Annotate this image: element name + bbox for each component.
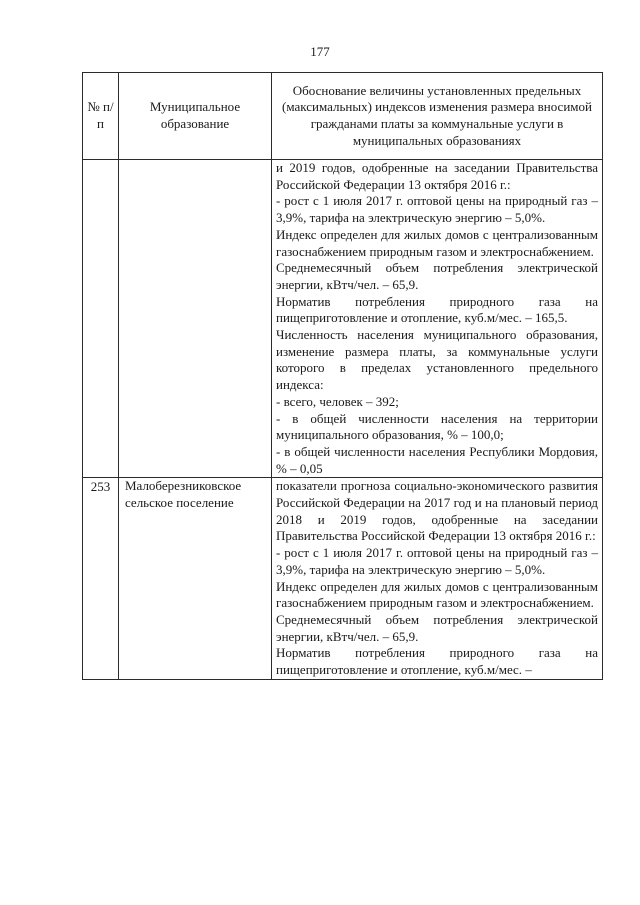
justification-paragraph: Индекс определен для жилых домов с централизованным газоснабжением природным газом и электроснабжением. [276,226,598,259]
table-row [83,478,603,679]
justification-paragraph: - в общей численности населения Республики Мордовия, % – 0,05 [276,443,598,476]
row-justification [272,160,603,478]
page-number: 177 [310,44,330,59]
justification-paragraph: Среднемесячный объем потребления электрической энергии, кВтч/чел. – 65,9. [276,260,598,292]
table-header-row [83,73,603,160]
row-municipality [119,160,272,478]
row-number [83,160,119,478]
row-justification [272,478,603,679]
justification-table [82,72,603,680]
justification-paragraph: - всего, человек – 392; [276,393,399,409]
row-municipality: Малоберезниковское сельское поселение [119,478,272,679]
header-municipality: Муниципальное образование [119,73,272,160]
justification-paragraph: Численность населения муниципального образования, изменение размера платы, за коммунальные услуги которого в пределах установленного предельного индекса: [276,327,598,393]
justification-paragraph: - рост с 1 июля 2017 г. оптовой цены на природный газ – 3,9%, тарифа на электрическую энергию – 5,0%. [276,545,598,577]
table-row [83,160,603,478]
justification-paragraph: и 2019 годов, одобренные на заседании Правительства Российской Федерации 13 октября 2016 г.: [276,160,598,192]
header-justification: Обоснование величины установленных предельных (максимальных) индексов изменения размера вносимой гражданами платы за коммунальные услуги в муниципальных образованиях [272,73,603,160]
justification-paragraph: Норматив потребления природного газа на пищеприготовление и отопление, куб.м/мес. – 165,5. [276,293,598,326]
justification-paragraph: Норматив потребления природного газа на пищеприготовление и отопление, куб.м/мес. – [276,645,598,678]
justification-paragraph: Среднемесячный объем потребления электрической энергии, кВтч/чел. – 65,9. [276,611,598,644]
justification-paragraph: Индекс определен для жилых домов с централизованным газоснабжением природным газом и электроснабжением. [276,578,598,611]
justification-paragraph: - в общей численности населения на территории муниципального образования, % – 100,0; [276,410,598,443]
justification-paragraph: показатели прогноза социально-экономического развития Российской Федерации на 2017 год и на плановый период 2018 и 2019 годов, одобренные на заседании Правительства Российской Федерации 13 октября 2016 г.: [276,478,598,544]
header-num: № п/п [83,73,119,160]
row-number: 253 [83,478,119,679]
justification-paragraph: - рост с 1 июля 2017 г. оптовой цены на природный газ – 3,9%, тарифа на электрическую энергию – 5,0%. [276,193,598,226]
